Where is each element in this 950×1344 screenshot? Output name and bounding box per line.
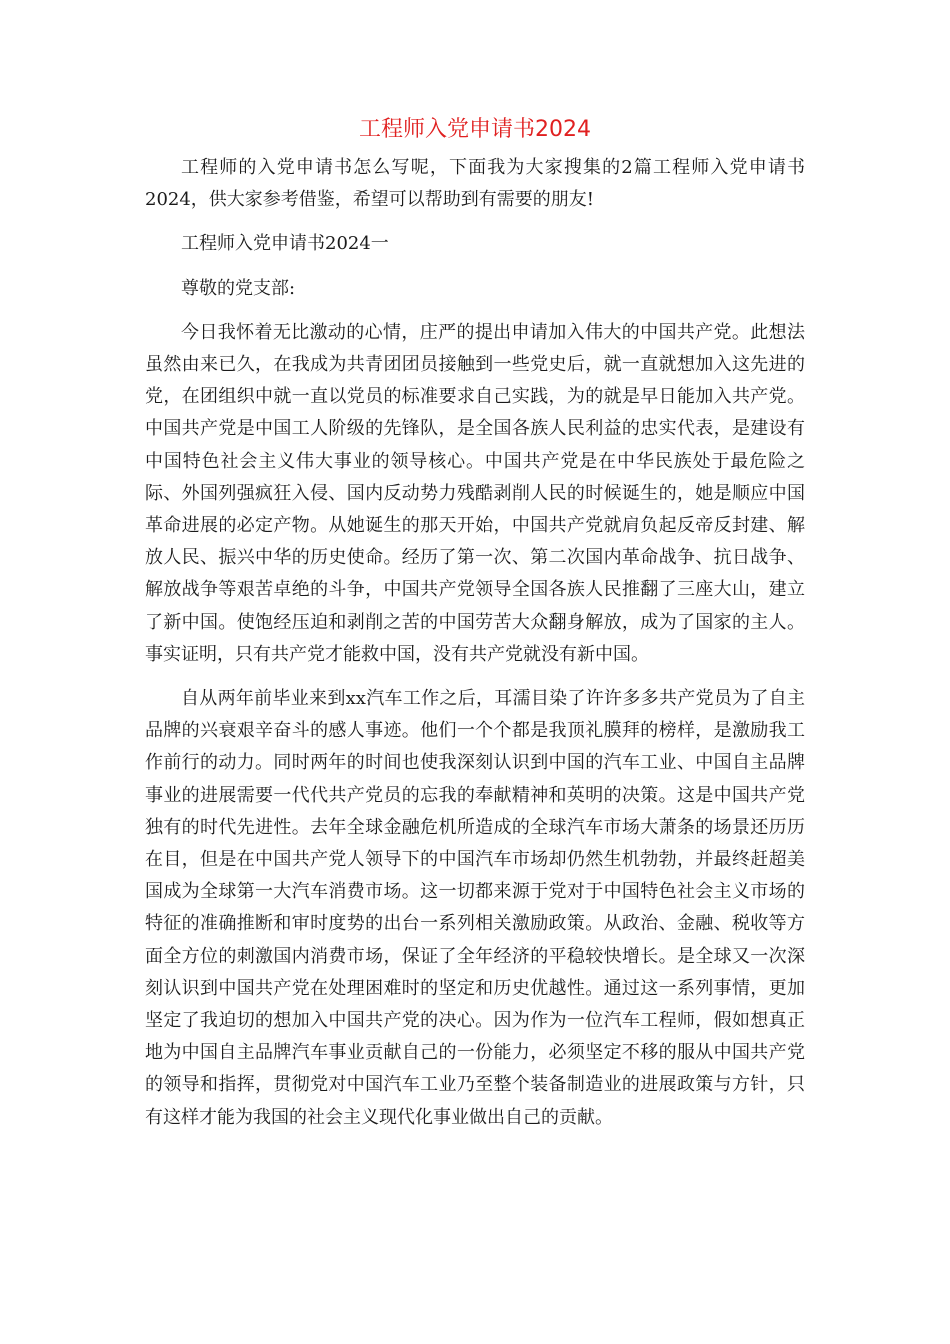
salutation: 尊敬的党支部:: [181, 277, 296, 299]
document-page: [145, 112, 805, 1134]
body-paragraph-1: 今日我怀着无比激动的心情，庄严的提出申请加入伟大的中国共产党。此想法虽然由来已久，在我成为共青团团员接触到一些党史后，就一直就想加入这先进的党，在团组织中就一直以党员的标准要求自己实践，为的就是早日能加入共产党。中国共产党是中国工人阶级的先锋队，是全国各族人民利益的忠实代表，是建设有中国特色社会主义伟大事业的领导核心。中国共产党是在中华民族处于最危险之际、外国列强疯狂入侵、国内反动势力残酷剥削人民的时候诞生的，她是顺应中国革命进展的必定产物。从她诞生的那天开始，中国共产党就肩负起反帝反封建、解放人民、振兴中华的历史使命。经历了第一次、第二次国内革命战争、抗日战争、解放战争等艰苦卓绝的斗争，中国共产党领导全国各族人民推翻了三座大山，建立了新中国。使饱经压迫和剥削之苦的中国劳苦大众翻身解放，成为了国家的主人。事实证明，只有共产党才能救中国，没有共产党就没有新中国。: [145, 321, 805, 665]
section-subtitle: 工程师入党申请书2024一: [181, 233, 389, 255]
intro-paragraph: 工程师的入党申请书怎么写呢，下面我为大家搜集的2篇工程师入党申请书2024，供大家参考借鉴，希望可以帮助到有需要的朋友!: [145, 157, 805, 211]
document-title: 工程师入党申请书2024: [359, 117, 591, 142]
body-paragraph-2: 自从两年前毕业来到xx汽车工作之后，耳濡目染了许许多多共产党员为了自主品牌的兴衰艰辛奋斗的感人事迹。他们一个个都是我顶礼膜拜的榜样，是激励我工作前行的动力。同时两年的时间也使我深刻认识到中国的汽车工业、中国自主品牌事业的进展需要一代代共产党员的忘我的奉献精神和英明的决策。这是中国共产党独有的时代先进性。去年全球金融危机所造成的全球汽车市场大萧条的场景还历历在目，但是在中国共产党人领导下的中国汽车市场却仍然生机勃勃，并最终赶超美国成为全球第一大汽车消费市场。这一切都来源于党对于中国特色社会主义市场的特征的准确推断和审时度势的出台一系列相关激励政策。从政治、金融、税收等方面全方位的刺激国内消费市场，保证了全年经济的平稳较快增长。是全球又一次深刻认识到中国共产党在处理困难时的坚定和历史优越性。通过这一系列事情，更加坚定了我迫切的想加入中国共产党的决心。因为作为一位汽车工程师，假如想真正地为中国自主品牌汽车事业贡献自己的一份能力，必须坚定不移的服从中国共产党的领导和指挥，贯彻党对中国汽车工业乃至整个装备制造业的进展政策与方针，只有这样才能为我国的社会主义现代化事业做出自己的贡献。: [145, 688, 805, 1128]
